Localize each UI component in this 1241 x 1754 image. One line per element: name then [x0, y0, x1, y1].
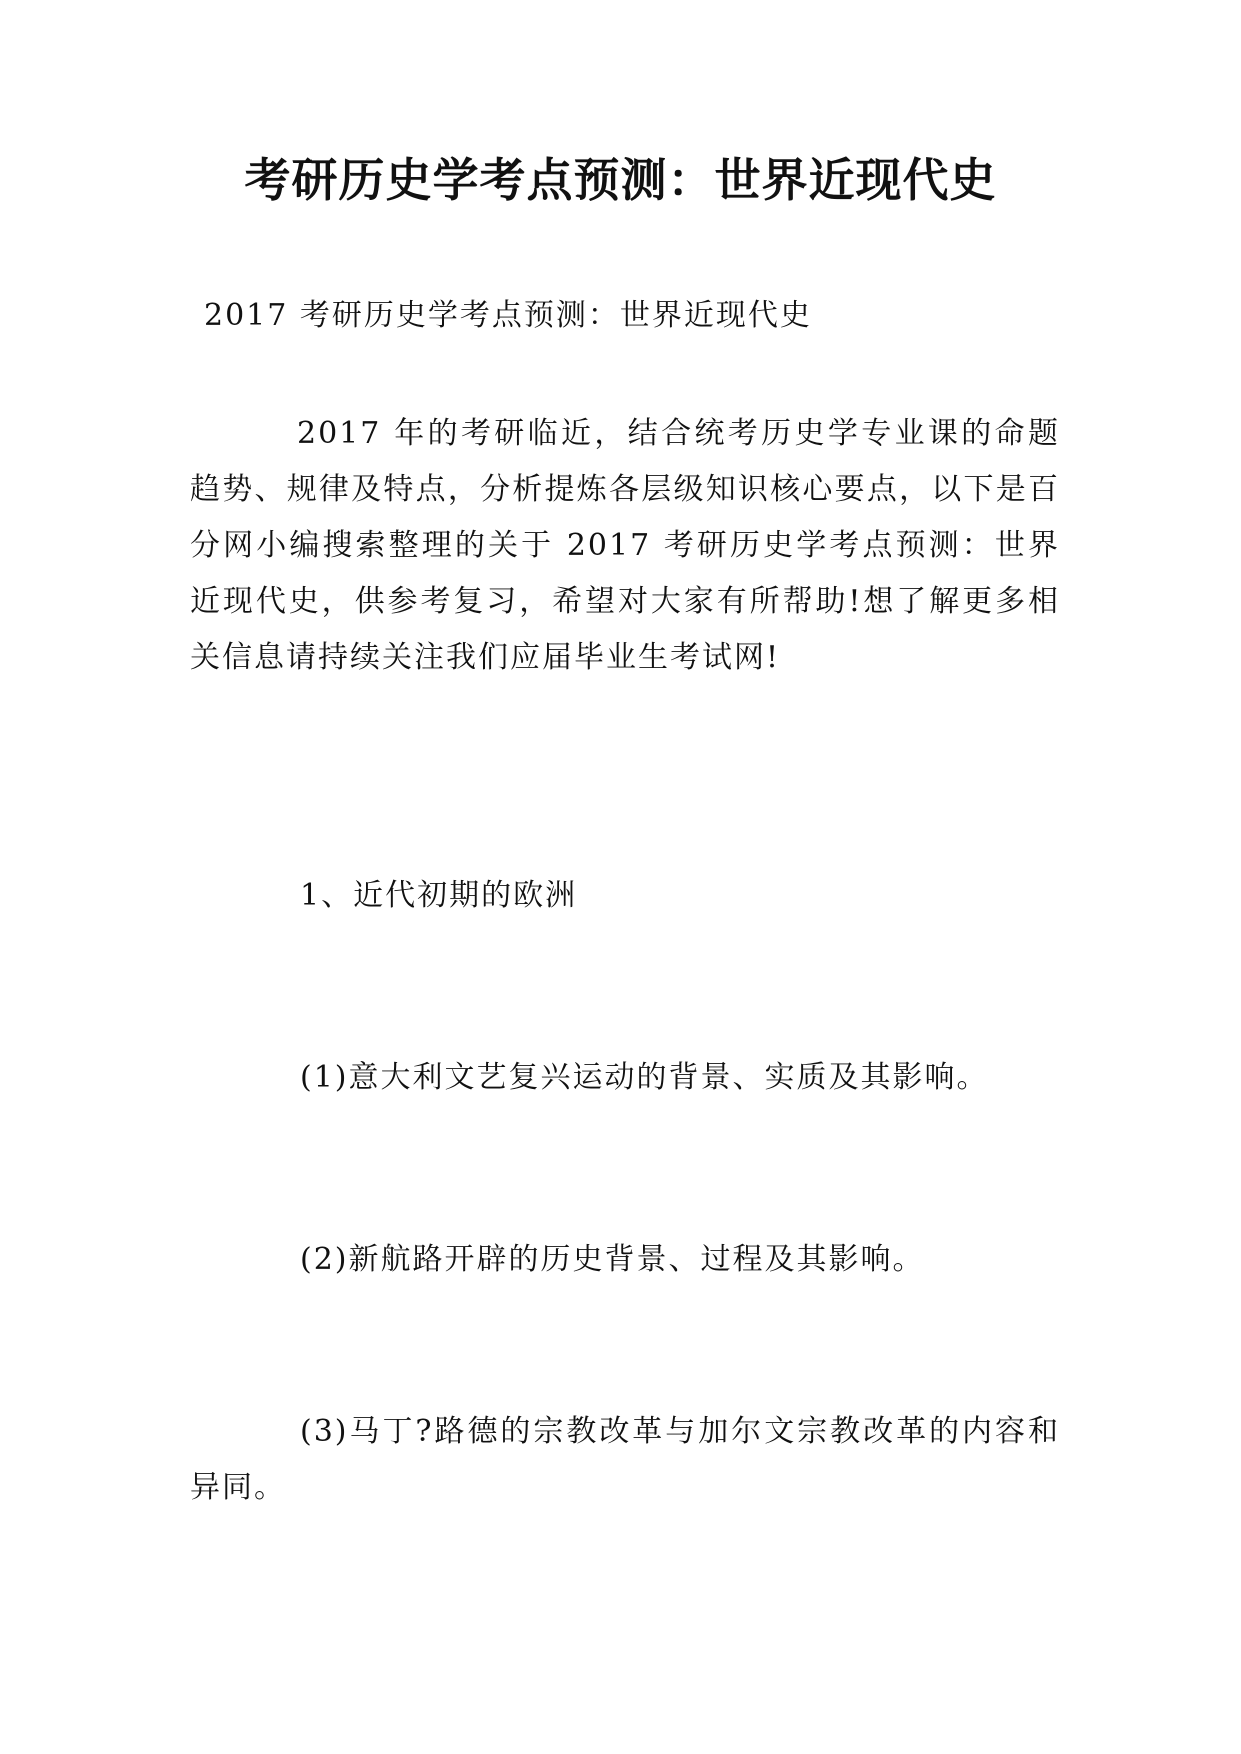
intro-paragraph: 2017 年的考研临近，结合统考历史学专业课的命题趋势、规律及特点，分析提炼各层级知识核心要点，以下是百分网小编搜索整理的关于 2017 考研历史学考点预测：世界近现代史，供参考复习，希望对大家有所帮助!想了解更多相关信息请持续关注我们应届毕业生考试网!: [190, 416, 1060, 675]
section-heading: 1、近代初期的欧洲: [300, 878, 578, 913]
list-item: (1)意大利文艺复兴运动的背景、实质及其影响。: [300, 1060, 989, 1095]
list-item: (3)马丁?路德的宗教改革与加尔文宗教改革的内容和异同。: [190, 1414, 1060, 1505]
list-item: (2)新航路开辟的历史背景、过程及其影响。: [300, 1242, 925, 1277]
document-title: 考研历史学考点预测：世界近现代史: [244, 153, 997, 207]
document-subtitle: 2017 考研历史学考点预测：世界近现代史: [204, 298, 812, 333]
